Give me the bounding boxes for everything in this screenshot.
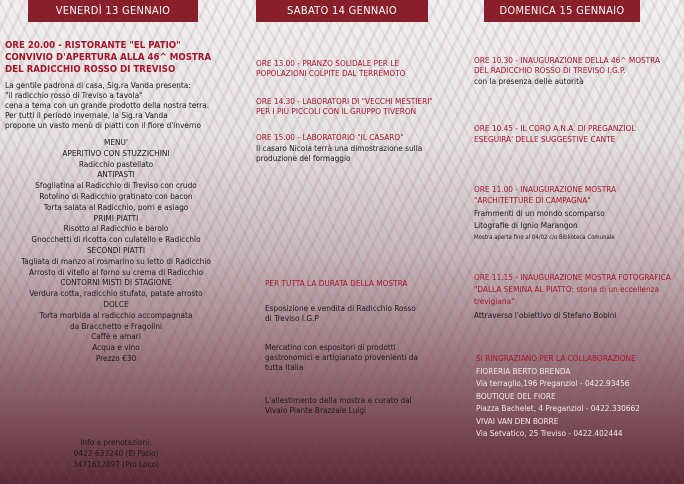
menu-line: ANTIPASTI — [97, 169, 135, 180]
sat-ev1-line1: ORE 13.00 - PRANZO SOLIDALE PER LE — [256, 58, 399, 68]
friday-title-1: ORE 20.00 - RISTORANTE "EL PATIO" — [5, 40, 181, 51]
menu-line: Risotto al Radicchio e barolo — [63, 223, 169, 234]
sponsor-2-address: Piazza Bachelet, 4 Preganziol - 0422.330662 — [476, 403, 640, 413]
friday-title-3: DEL RADICCHIO ROSSO DI TREVISO — [5, 64, 176, 75]
sat-duration-p2-2: gastronomici e artigianato provenienti da — [265, 352, 418, 362]
friday-intro-4: Per tutti il periodo invernale, la Sig.ra Vanda — [5, 110, 168, 120]
sponsor-3-address: Via Setvatico, 25 Treviso - 0422.402444 — [476, 428, 623, 438]
friday-intro-3: cena a tema con un grande prodotto della nostra terra. — [5, 100, 210, 110]
thanks-title: SI RINGRAZIANO PER LA COLLABORAZIONE — [476, 353, 636, 363]
sat-ev2-line1: ORE 14.30 - LABORATORI DI "VECCHI MESTIERI" — [256, 96, 433, 106]
menu-line: Torta salata al Radicchio, porri e asiago — [43, 201, 189, 212]
friday-intro-1: La gentile padrona di casa, Sig.ra Vanda presenta: — [5, 80, 191, 90]
menu-line: da Bracchetto e Fragolini — [69, 320, 163, 331]
sat-duration-p1-2: di Treviso I.G.P — [265, 313, 319, 323]
sun-ev3-note: Mostra aperta fino al 04/02 c/o Biblioteca Comunale — [474, 234, 615, 241]
sun-ev3-line2: Litografie di Ignio Marangon — [474, 220, 578, 230]
sponsor-1-name: FIORERIA BERTO BRENDA — [476, 366, 571, 376]
sat-duration-p2-1: Mercatino con espositori di prodotti — [265, 342, 396, 352]
sun-ev4-line: Attraverso l'obiettivo di Stefano Bobini — [474, 310, 617, 320]
sat-duration-p2-3: tutta Italia — [265, 362, 304, 372]
sat-ev3-line1: Il casaro Nicola terrà una dimostrazione sulla — [256, 143, 423, 153]
sunday-header: DOMENICA 15 GENNAIO — [484, 0, 640, 22]
sun-ev3-line1: Frammenti di un mondo scomparso — [474, 208, 605, 218]
sat-ev1-line2: POPOLAZIONI COLPITE DAL TERREMOTO — [256, 68, 406, 78]
info-phone-1: 0422-633240 (El Patio) — [73, 448, 159, 458]
saturday-header: SABATO 14 GENNAIO — [256, 0, 428, 22]
sat-duration-p1-1: Esposizione e vendita di Radicchio Rosso — [265, 303, 416, 313]
sun-ev1-title-1: ORE 10.30 - INAUGURAZIONE DELLA 46^ MOSTRA — [474, 55, 660, 65]
sun-ev4-title-2: "DALLA SEMINA AL PIATTO: storia di un eccellenza — [474, 284, 660, 294]
sponsor-2-name: BOUTIQUE DEL FIORE — [476, 391, 556, 401]
menu-line: Torta morbida al radicchio accompagnata — [39, 309, 193, 320]
sat-ev3-line2: produzione del formaggio — [256, 153, 351, 163]
sun-ev1-line: con la presenza delle autorità — [474, 76, 584, 86]
menu-line: SECONDI PIATTI — [87, 245, 145, 255]
menu-line: Sfogliatina al Radicchio di Treviso con crudo — [35, 180, 197, 191]
sponsor-1-address: Via terraglio,196 Preganziol - 0422.93456 — [476, 378, 630, 388]
sat-duration-title: PER TUTTA LA DURATA DELLA MOSTRA — [265, 278, 408, 288]
menu-line: Acqua e vino — [92, 342, 140, 353]
menu-line: APERITIVO CON STUZZICHINI — [62, 147, 170, 158]
sat-ev3-title: ORE 15.00 - LABORATORIO "IL CASARO" — [256, 132, 404, 142]
menu-line: Caffè e amari — [91, 331, 141, 342]
friday-intro-2: "il radicchio rosso di Treviso a tavola" — [5, 90, 143, 100]
sponsor-3-name: VIVAI VAN DEN BORRE — [476, 416, 559, 426]
friday-intro-5: propone un vasto menù di piatti con il fiore d'inverno — [5, 120, 201, 130]
sun-ev3-title-2: "ARCHITETTURE DI CAMPAGNA" — [474, 195, 591, 205]
sun-ev3-title-1: ORE 11.00 - INAUGURAZIONE MOSTRA — [474, 184, 617, 194]
menu-line: Radicchio pastellato — [78, 158, 154, 169]
friday-header: VENERDÌ 13 GENNAIO — [28, 0, 198, 22]
menu-line: PRIMI PIATTI — [93, 212, 139, 223]
sun-ev2-line2: ESEGUIRA' DELLE SUGGESTIVE CANTE — [474, 134, 616, 144]
menu-line: Rotolino di Radicchio gratinato con bacon — [39, 191, 193, 201]
sun-ev4-title-1: ORE 11.15 - INAUGURAZIONE MOSTRA FOTOGRAFICA — [474, 272, 671, 282]
info-title: Info e prenotazioni: — [80, 437, 152, 447]
sun-ev4-title-3: trevigiana" — [474, 296, 515, 306]
menu-line: CONTORNI MISTI DI STAGIONE — [60, 277, 172, 288]
menu-line: Tagliata di manzo al rosmarino su letto di Radicchio — [21, 255, 211, 266]
menu-line: DOLCE — [103, 299, 129, 309]
friday-title-2: CONVIVIO D'APERTURA ALLA 46^ MOSTRA — [5, 52, 212, 63]
sun-ev2-line1: ORE 10.45 - IL CORO A.N.A. DI PREGANZIOL — [474, 123, 636, 133]
menu-line: Gnocchetti di ricotta con culatello e Radicchio — [31, 234, 201, 245]
menu-line: MENU' — [104, 137, 128, 147]
sat-ev2-line2: PER I PIÙ PICCOLI CON IL GRUPPO TIVERON — [256, 106, 417, 116]
sun-ev1-title-2: DEL RADICCHIO ROSSO DI TREVISO I.G.P. — [474, 65, 626, 75]
info-phone-2: 3471612897 (Pro Loco) — [73, 459, 159, 469]
menu-line: Prezzo €30 — [95, 353, 137, 363]
sat-duration-p3-2: Vivaio Piante Brazzale Luigi — [265, 405, 367, 415]
sat-duration-p3-1: L'allestimento della mostra e curato dal — [265, 395, 412, 405]
menu-line: Arrosto di vitello al forno su crema di Radicchio — [29, 266, 203, 277]
menu-line: Verdura cotta, radicchio stufato, patate arrosto — [29, 288, 203, 299]
